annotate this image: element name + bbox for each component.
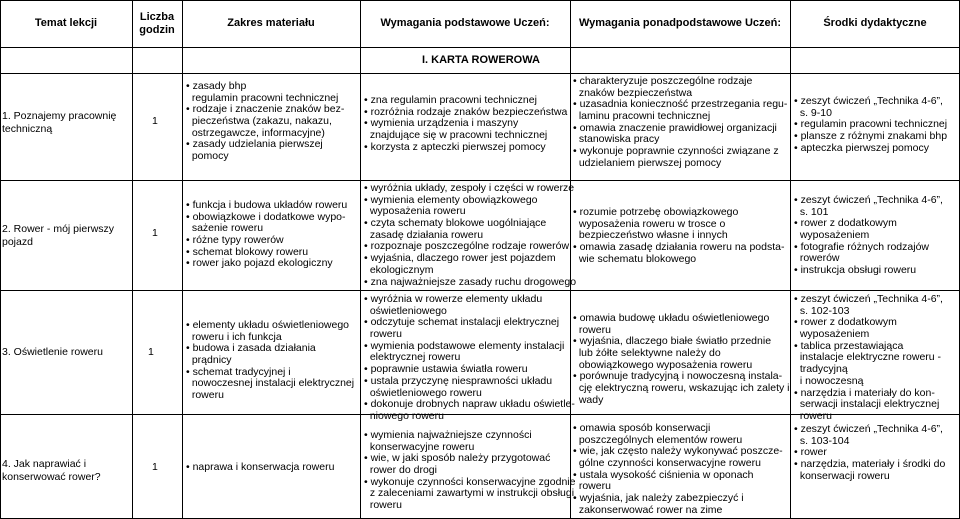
list-item: • narzędzia, materiały i środki do: [794, 458, 946, 471]
lesson-topic-line: techniczną: [2, 123, 53, 135]
list-item: pomocy: [186, 150, 229, 163]
list-item: z zaleceniami zawartymi w instrukcji obsługi: [364, 487, 575, 500]
list-item: stanowiska pracy: [573, 133, 660, 146]
list-item: wyposażenia roweru: [364, 205, 466, 218]
list-item: • dokonuje drobnych napraw układu oświetle-: [364, 398, 575, 411]
list-item: zakonserwować rower na zime: [573, 503, 723, 516]
list-item: • omawia budowę układu oświetleniowego: [573, 312, 770, 324]
list-item: • zeszyt ćwiczeń „Technika 4-6”,: [794, 423, 943, 435]
list-item: • naprawa i konserwacja roweru: [186, 461, 335, 473]
basic-requirements-list: [364, 294, 575, 423]
list-item: gólne czynności konserwacyjne roweru: [573, 457, 761, 470]
list-item: • omawia sposób konserwacji: [573, 422, 711, 434]
lesson-topic: [2, 223, 114, 249]
list-item: • obowiązkowe i dodatkowe wypo-: [186, 210, 346, 223]
list-item: znajdujące się w pracowni technicznej: [364, 129, 548, 142]
header-resources: Środki dydaktyczne: [823, 17, 927, 29]
scope-list: [186, 81, 344, 163]
lesson-topic: [2, 110, 116, 136]
list-item: elektrycznej roweru: [364, 351, 461, 364]
list-item: • zna najważniejsze zasady ruchu drogowego: [364, 275, 577, 288]
lesson-topic-line: pojazd: [2, 236, 33, 248]
list-item: roweru i ich funkcja: [186, 330, 282, 343]
list-item: • zeszyt ćwiczeń „Technika 4-6”,: [794, 95, 943, 107]
list-item: bezpieczeństwo własne i innych: [573, 229, 728, 242]
list-item: laminu pracowni technicznej: [573, 110, 711, 123]
list-item: • apteczka pierwszej pomocy: [794, 141, 929, 154]
list-item: • wyjaśnia, dlaczego rower jest pojazdem: [364, 252, 556, 265]
list-item: wady: [573, 393, 604, 406]
list-item: udzielaniem pierwszej pomocy: [573, 156, 722, 169]
lesson-topic: [2, 346, 103, 359]
list-item: • wymienia urządzenia i maszyny: [364, 117, 519, 130]
list-item: s. 101: [794, 205, 829, 218]
list-item: • rozumie potrzebę obowiązkowego: [573, 206, 739, 218]
list-item: • tablica przestawiająca: [794, 339, 904, 352]
list-item: roweru: [573, 323, 611, 336]
list-item: • rodzaje i znaczenie znaków bez-: [186, 103, 345, 116]
resources-list: [794, 195, 943, 277]
list-item: • ustala wysokość ciśnienia w oponach: [573, 468, 754, 481]
advanced-requirements-list: [573, 313, 790, 407]
header-topic: Temat lekcji: [34, 17, 98, 29]
lesson-topic: [2, 458, 101, 484]
list-item: wie schematu blokowego: [573, 252, 697, 265]
resources-list: [794, 96, 947, 154]
list-item: • wie, jak często należy wykonywać poszcze-: [573, 445, 783, 458]
list-item: rowerów: [794, 252, 840, 265]
list-item: • ustala przyczynę niesprawności układu: [364, 374, 553, 387]
list-item: oświetleniowego roweru: [364, 386, 482, 399]
header-hours-line2: godzin: [139, 24, 175, 36]
list-item: • zna regulamin pracowni technicznej: [364, 94, 537, 106]
list-item: • schemat blokowy roweru: [186, 245, 309, 258]
list-item: roweru: [573, 480, 611, 493]
list-item: konserwacyjne roweru: [364, 440, 475, 453]
lesson-topic-line: 2. Rower - mój pierwszy: [2, 223, 115, 235]
list-item: • rozróżnia rodzaje znaków bezpieczeństwa: [364, 105, 568, 118]
list-item: • rower z dodatkowym: [794, 316, 897, 329]
list-item: • wyróżnia układy, zespoły i części w rowerze: [364, 182, 575, 194]
list-item: • omawia zasadę działania roweru na podsta-: [573, 241, 785, 254]
list-item: • wymienia podstawowe elementy instalacji: [364, 339, 565, 352]
list-item: • wymienia elementy obowiązkowego: [364, 193, 538, 206]
list-item: • wykonuje czynności konserwacyjne zgodnie: [364, 475, 576, 488]
resources-list: [794, 294, 943, 423]
list-item: • wie, w jaki sposób należy przygotować: [364, 452, 551, 465]
list-item: cję elektryczną roweru, wskazując ich zalety i: [573, 382, 790, 395]
list-item: • instrukcja obsługi roweru: [794, 264, 917, 277]
list-item: sażenie roweru: [186, 222, 264, 235]
list-item: instalacje elektryczne roweru -: [794, 351, 942, 364]
list-item: tradycyjną: [794, 363, 848, 376]
list-item: • zasady udzielania pierwszej: [186, 138, 323, 151]
lesson-hours: 1: [152, 227, 158, 239]
resources-list: [794, 424, 945, 482]
list-item: roweru: [364, 328, 402, 341]
list-item: s. 102-103: [794, 304, 850, 317]
list-item: lub żółte selektywne należy do: [573, 347, 721, 360]
list-item: • uzasadnia konieczność przestrzegania regu-: [573, 98, 788, 111]
lesson-topic-line: konserwować rower?: [2, 471, 101, 483]
list-item: • rower z dodatkowym: [794, 217, 897, 230]
header-basic: Wymagania podstawowe Uczeń:: [380, 17, 550, 29]
list-item: znaków bezpieczeństwa: [573, 86, 693, 99]
list-item: • korzysta z apteczki pierwszej pomocy: [364, 140, 546, 153]
list-item: obowiązkowego wyposażenia roweru: [573, 358, 753, 371]
list-item: • odczytuje schemat instalacji elektrycznej: [364, 316, 560, 329]
list-item: • wyjaśnia, jak należy zabezpieczyć i: [573, 492, 744, 505]
list-item: oświetleniowego: [364, 304, 447, 317]
list-item: roweru: [186, 389, 224, 402]
list-item: • funkcja i budowa układów roweru: [186, 199, 348, 211]
list-item: poszczególnych elementów roweru: [573, 433, 743, 446]
lesson-hours: 1: [148, 346, 154, 358]
list-item: • charakteryzuje poszczególne rodzaje: [573, 75, 753, 87]
list-item: • budowa i zasada działania: [186, 342, 316, 355]
list-item: konserwacji roweru: [794, 469, 890, 482]
lesson-topic-line: 1. Poznajemy pracownię: [2, 110, 117, 122]
lesson-topic-line: 3. Oświetlenie roweru: [2, 346, 103, 358]
list-item: wyposażeniem: [794, 229, 870, 242]
lesson-topic-line: 4. Jak naprawiać i: [2, 458, 87, 470]
lesson-hours: 1: [152, 115, 158, 127]
list-item: zasadę działania roweru: [364, 228, 484, 241]
list-item: wyposażenia roweru w trosce o: [573, 217, 726, 230]
basic-requirements-list: [364, 430, 575, 512]
list-item: • plansze z różnymi znakami bhp: [794, 130, 948, 143]
list-item: • wyjaśnia, dlaczego białe światło przednie: [573, 335, 772, 348]
list-item: wyposażeniem: [794, 328, 870, 341]
scope-list: [186, 200, 347, 270]
basic-requirements-list: [364, 95, 567, 153]
list-item: • regulamin pracowni technicznej: [794, 118, 948, 131]
list-item: • rower: [794, 446, 827, 459]
list-item: roweru: [364, 499, 402, 512]
list-item: ekologicznym: [364, 263, 434, 276]
lesson-hours: 1: [152, 461, 158, 473]
list-item: nowoczesnej instalacji elektrycznej: [186, 377, 355, 390]
header-scope: Zakres materiału: [227, 17, 315, 29]
list-item: • poprawnie ustawia światła roweru: [364, 363, 528, 376]
scope-list: [186, 320, 354, 402]
list-item: s. 103-104: [794, 434, 850, 447]
header-hours: [132, 11, 182, 37]
list-item: • schemat tradycyjnej i: [186, 365, 291, 378]
list-item: • czyta schematy blokowe uogólniające: [364, 217, 547, 230]
list-item: prądnicy: [186, 354, 232, 367]
advanced-requirements-list: [573, 423, 783, 517]
list-item: • wymienia najważniejsze czynności: [364, 429, 532, 441]
basic-requirements-list: [364, 183, 576, 288]
list-item: regulamin pracowni technicznej: [186, 91, 339, 104]
scope-list: [186, 462, 334, 474]
list-item: • wykonuje poprawnie czynności związane z: [573, 145, 779, 158]
list-item: ostrzegawcze, informacyjne): [186, 126, 325, 139]
advanced-requirements-list: [573, 76, 787, 170]
list-item: • zeszyt ćwiczeń „Technika 4-6”,: [794, 293, 943, 305]
list-item: • zasady bhp: [186, 80, 247, 92]
list-item: i nowoczesną: [794, 374, 864, 387]
list-item: • zeszyt ćwiczeń „Technika 4-6”,: [794, 194, 943, 206]
list-item: • narzędzia i materiały do kon-: [794, 386, 935, 399]
header-advanced: Wymagania ponadpodstawowe Uczeń:: [578, 17, 782, 29]
list-item: pieczeństwa (zakazu, nakazu,: [186, 115, 332, 128]
list-item: • elementy układu oświetleniowego: [186, 319, 350, 331]
advanced-requirements-list: [573, 207, 784, 265]
section-title: I. KARTA ROWEROWA: [422, 54, 540, 66]
list-item: • rozpoznaje poszczególne rodzaje rowerów: [364, 240, 570, 253]
header-hours-line1: Liczba: [139, 11, 175, 23]
list-item: • fotografie różnych rodzajów: [794, 240, 929, 253]
list-item: serwacji instalacji elektrycznej: [794, 398, 940, 411]
list-item: s. 9-10: [794, 106, 832, 119]
list-item: roweru: [794, 409, 832, 422]
list-item: • rower jako pojazd ekologiczny: [186, 257, 333, 270]
list-item: • porównuje tradycyjną i nowoczesną instala-: [573, 370, 783, 383]
list-item: niowego roweru: [364, 409, 444, 422]
list-item: rower do drogi: [364, 464, 437, 477]
list-item: • omawia znaczenie prawidłowej organizacji: [573, 121, 777, 134]
list-item: • różne typy rowerów: [186, 234, 284, 247]
list-item: • wyróżnia w rowerze elementy układu: [364, 293, 543, 305]
